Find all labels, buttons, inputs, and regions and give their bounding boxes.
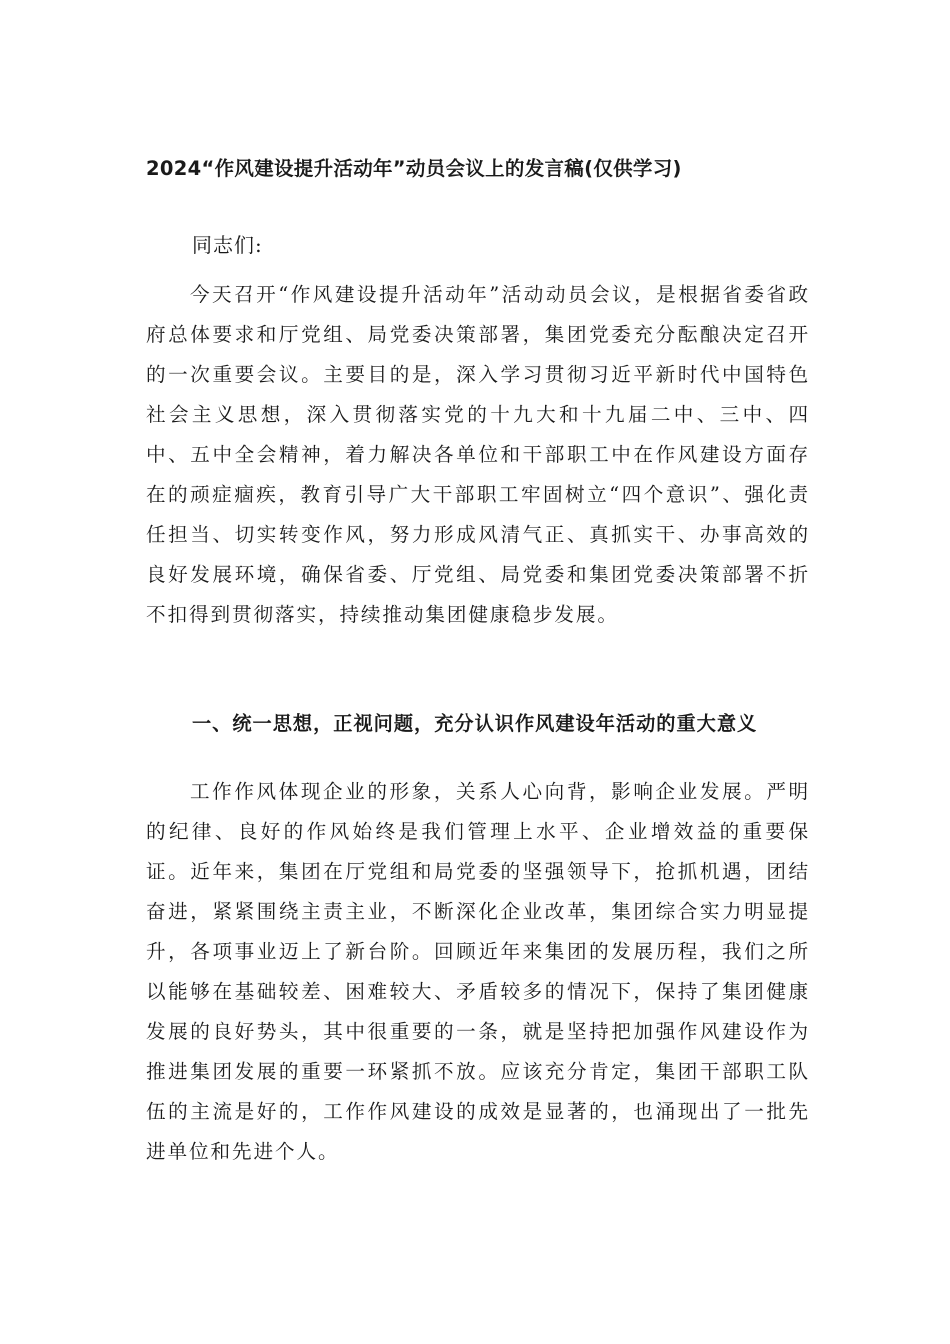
document-title: 2024“作风建设提升活动年”动员会议上的发言稿(仅供学习): [146, 157, 682, 180]
salutation: 同志们:: [192, 233, 263, 257]
paragraph-intro: 今天召开“作风建设提升活动年”活动动员会议，是根据省委省政府总体要求和厅党组、局党委决策部署，集团党委充分酝酿决定召开的一次重要会议。主要目的是，深入学习贯彻习近平新时代中国特色社会主义思想，深入贯彻落实党的十九大和十九届二中、三中、四中、五中全会精神，着力解决各单位和干部职工中在作风建设方面存在的顽症痼疾，教育引导广大干部职工牢固树立“四个意识”、强化责任担当、切实转变作风，努力形成风清气正、真抓实干、办事高效的良好发展环境，确保省委、厅党组、局党委和集团党委决策部署不折不扣得到贯彻落实，持续推动集团健康稳步发展。: [146, 283, 810, 626]
section-heading-1: 一、统一思想，正视问题，充分认识作风建设年活动的重大意义: [192, 712, 758, 735]
paragraph-section-1: 工作作风体现企业的形象，关系人心向背，影响企业发展。严明的纪律、良好的作风始终是我们管理上水平、企业增效益的重要保证。近年来，集团在厅党组和局党委的坚强领导下，抢抓机遇，团结奋进，紧紧围绕主责主业，不断深化企业改革，集团综合实力明显提升，各项事业迈上了新台阶。回顾近年来集团的发展历程，我们之所以能够在基础较差、困难较大、矛盾较多的情况下，保持了集团健康发展的良好势头，其中很重要的一条，就是坚持把加强作风建设作为推进集团发展的重要一环紧抓不放。应该充分肯定，集团干部职工队伍的主流是好的，工作作风建设的成效是显著的，也涌现出了一批先进单位和先进个人。: [146, 780, 810, 1163]
